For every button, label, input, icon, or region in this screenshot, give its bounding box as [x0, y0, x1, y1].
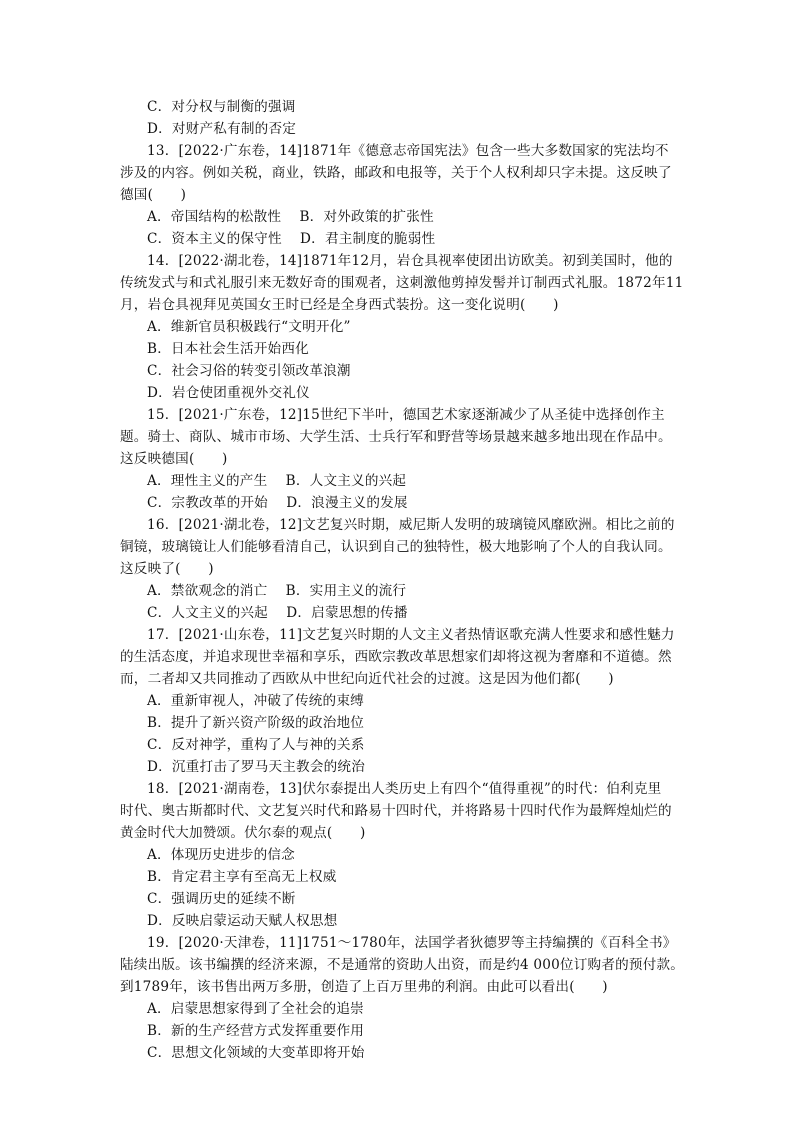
question-15-stem: 15．[2021·广东卷，12]15世纪下半叶，德国艺术家逐渐减少了从圣徒中选择创作主 — [147, 407, 665, 423]
question-14-stem: 14．[2022·湖北卷，14]1871年12月，岩仓具视率使团出访欧美。初到美国时，他的 — [147, 253, 673, 269]
option-line: C．强调历史的延续不断 — [147, 891, 296, 907]
option-line: C．人文主义的兴起 D．启蒙思想的传播 — [147, 605, 408, 621]
question-13-stem: 涉及的内容。例如关税，商业，铁路，邮政和电报等，关于个人权利却只字未提。这反映了 — [120, 165, 672, 181]
option-line: D．对财产私有制的否定 — [147, 121, 297, 137]
option-line: B．肯定君主享有至高无上权威 — [147, 869, 337, 885]
option-line: A．体现历史进步的信念 — [147, 847, 295, 863]
question-18-stem: 时代、奥古斯都时代、文艺复兴时代和路易十四时代，并将路易十四时代作为最辉煌灿烂的 — [120, 803, 672, 819]
question-16-stem: 16．[2021·湖北卷，12]文艺复兴时期，威尼斯人发明的玻璃镜风靡欧洲。相比之前的 — [147, 517, 675, 533]
question-15-stem: 这反映德国( ) — [120, 451, 228, 467]
option-line: B．提升了新兴资产阶级的政治地位 — [147, 715, 365, 731]
question-18-stem: 18．[2021·湖南卷，13]伏尔泰提出人类历史上有四个“值得重视”的时代：伯利克里 — [147, 781, 662, 797]
option-line: C．对分权与制衡的强调 — [147, 99, 296, 115]
option-line: C．思想文化领域的大变革即将开始 — [147, 1045, 365, 1061]
question-13-stem: 德国( ) — [120, 187, 187, 203]
option-line: D．岩仓使团重视外交礼仪 — [147, 385, 310, 401]
option-line: A．禁欲观念的消亡 B．实用主义的流行 — [147, 583, 407, 599]
question-14-stem: 传统发式与和式礼服引来无数好奇的围观者，这刺激他剪掉发髻并订制西式礼服。1872年11 — [120, 275, 684, 291]
question-16-stem: 铜镜，玻璃镜让人们能够看清自己，认识到自己的独特性，极大地影响了个人的自我认同。 — [120, 539, 672, 555]
question-16-stem: 这反映了( ) — [120, 561, 214, 577]
question-13-stem: 13．[2022·广东卷，14]1871年《德意志帝国宪法》包含一些大多数国家的宪法均不 — [147, 143, 669, 159]
option-line: A．帝国结构的松散性 B．对外政策的扩张性 — [147, 209, 434, 225]
question-17-stem: 17．[2021·山东卷，11]文艺复兴时期的人文主义者热情讴歌充满人性要求和感性魅力 — [147, 627, 675, 643]
question-19-stem: 陆续出版。该书编撰的经济来源，不是通常的资助人出资，而是约4 000位订购者的预付款。 — [120, 957, 685, 973]
option-line: A．重新审视人，冲破了传统的束缚 — [147, 693, 364, 709]
question-15-stem: 题。骑士、商队、城市市场、大学生活、士兵行军和野营等场景越来越多地出现在作品中。 — [120, 429, 672, 445]
option-line: C．社会习俗的转变引领改革浪潮 — [147, 363, 351, 379]
option-line: B．新的生产经营方式发挥重要作用 — [147, 1023, 365, 1039]
option-line: D．反映启蒙运动天赋人权思想 — [147, 913, 338, 929]
question-19-stem: 19．[2020·天津卷，11]1751～1780年，法国学者狄德罗等主持编撰的《百科全书》 — [147, 935, 677, 951]
question-14-stem: 月，岩仓具视拜见英国女王时已经是全身西式装扮。这一变化说明( ) — [120, 297, 559, 313]
question-19-stem: 到1789年，该书售出两万多册，创造了上百万里弗的利润。由此可以看出( ) — [120, 979, 608, 995]
option-line: D．沉重打击了罗马天主教会的统治 — [147, 759, 366, 775]
option-line: B．日本社会生活开始西化 — [147, 341, 309, 357]
option-line: A．理性主义的产生 B．人文主义的兴起 — [147, 473, 407, 489]
option-line: C．宗教改革的开始 D．浪漫主义的发展 — [147, 495, 408, 511]
question-17-stem: 而，二者却又共同推动了西欧从中世纪向近代社会的过渡。这是因为他们都( ) — [120, 671, 614, 687]
question-17-stem: 的生活态度，并追求现世幸福和享乐，西欧宗教改革思想家们却将这视为奢靡和不道德。然 — [120, 649, 672, 665]
question-18-stem: 黄金时代大加赞颂。伏尔泰的观点( ) — [120, 825, 366, 841]
option-line: A．启蒙思想家得到了全社会的追崇 — [147, 1001, 364, 1017]
option-line: C．资本主义的保守性 D．君主制度的脆弱性 — [147, 231, 436, 247]
option-line: A．维新官员积极践行“文明开化” — [147, 319, 351, 335]
option-line: C．反对神学，重构了人与神的关系 — [147, 737, 365, 753]
